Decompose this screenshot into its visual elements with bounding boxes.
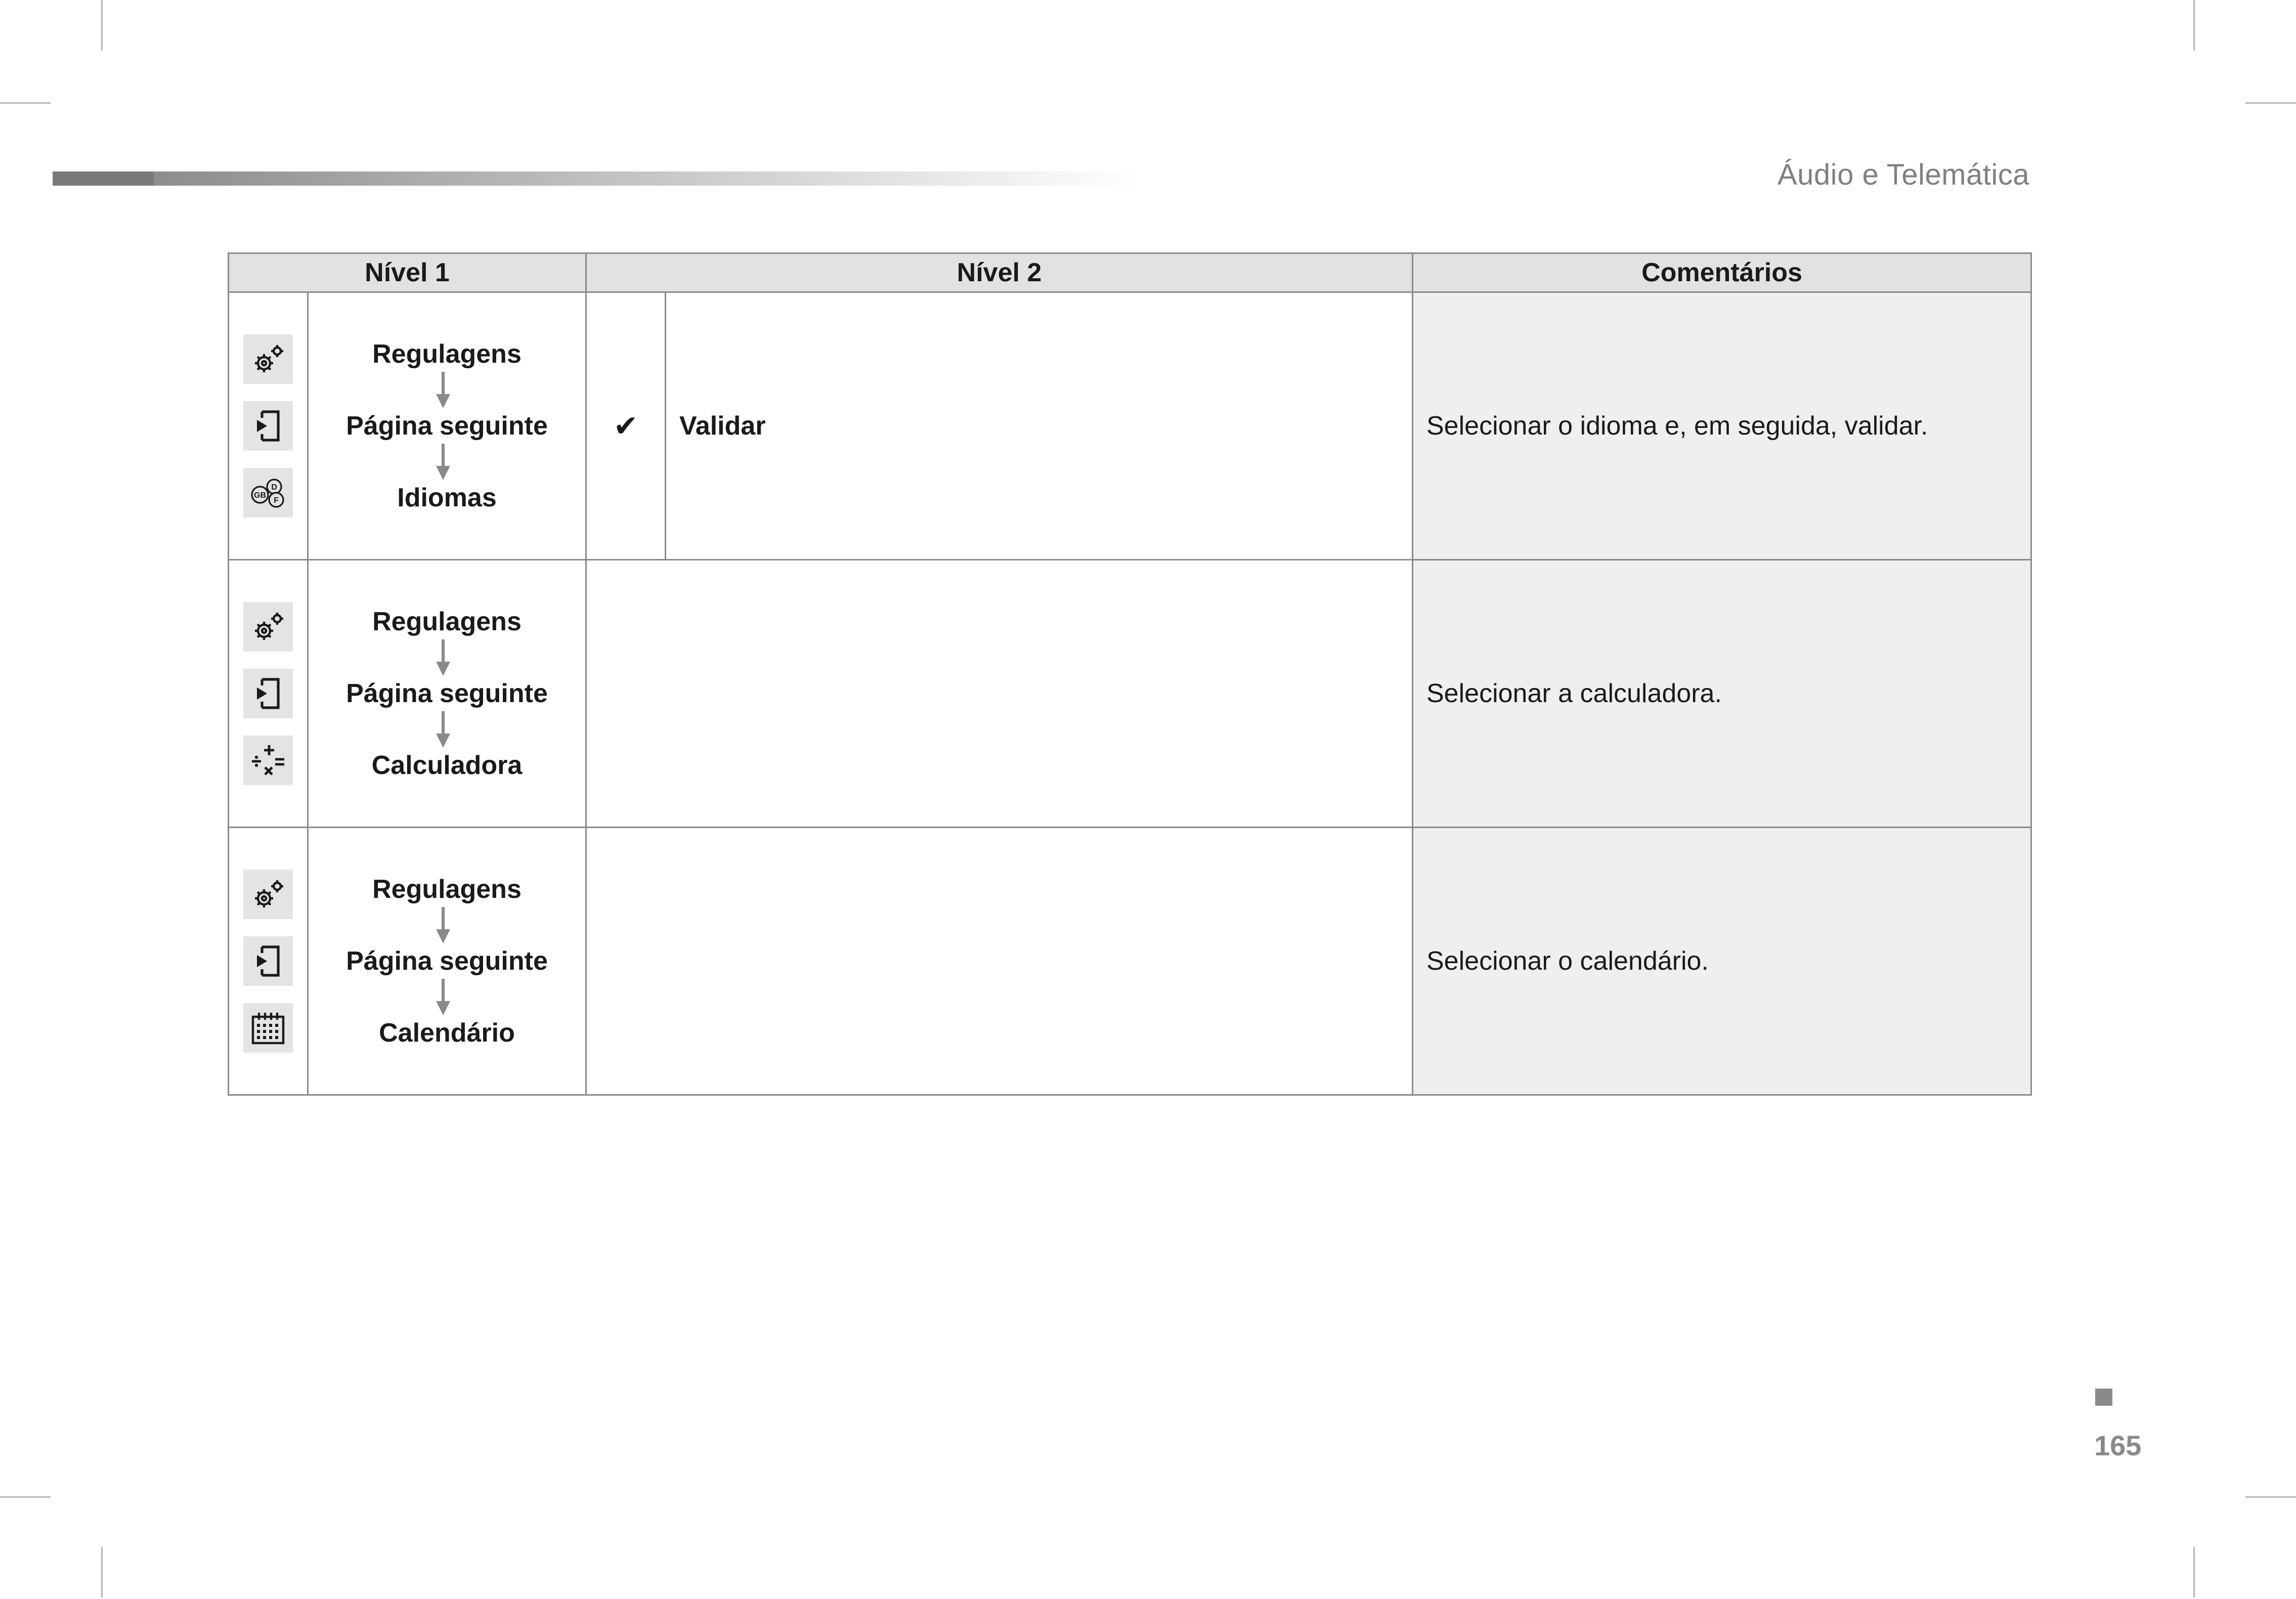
- menu-step: Regulagens: [372, 339, 522, 369]
- calculator-icon: [243, 736, 293, 785]
- table-row: [229, 560, 2031, 828]
- icon-cell: [229, 292, 308, 560]
- calendar-icon: [243, 1003, 293, 1053]
- comment-cell: Selecionar o calendário.: [1413, 828, 2031, 1095]
- crop-mark: [2245, 1496, 2296, 1498]
- language-label: F: [274, 496, 279, 505]
- level1-path: [308, 560, 586, 828]
- level2-option: Validar: [666, 292, 1413, 560]
- arrow-down-icon: [433, 979, 453, 1016]
- menu-step: Calculadora: [371, 751, 523, 780]
- languages-icon: [243, 468, 293, 517]
- table-row: [229, 828, 2031, 1095]
- level2-option: [586, 560, 1413, 828]
- menu-table: [228, 252, 2032, 1096]
- settings-gears-icon: [243, 870, 293, 919]
- arrow-down-icon: [433, 444, 453, 481]
- page-number: 165: [2094, 1430, 2142, 1461]
- crop-mark: [0, 1496, 51, 1498]
- arrow-down-icon: [433, 711, 453, 749]
- next-page-icon: [243, 669, 293, 718]
- column-header: Comentários: [1413, 253, 2031, 292]
- icon-cell: [229, 828, 308, 1095]
- settings-gears-icon: [243, 334, 293, 384]
- crop-mark: [0, 102, 51, 104]
- language-label: GB: [254, 491, 266, 500]
- level2-option: [586, 828, 1413, 1095]
- menu-step: Idiomas: [397, 483, 497, 512]
- level1-path: [308, 828, 586, 1095]
- crop-mark: [101, 0, 103, 51]
- next-page-icon: [243, 936, 293, 986]
- page-marker: [2095, 1389, 2112, 1406]
- column-header: Nível 2: [586, 253, 1413, 292]
- table-header-row: [229, 253, 2031, 292]
- next-page-icon: [243, 401, 293, 451]
- crop-mark: [101, 1547, 103, 1597]
- language-label: D: [271, 483, 277, 492]
- crop-mark: [2193, 0, 2195, 51]
- menu-step: Página seguinte: [346, 411, 548, 441]
- comment-cell: Selecionar a calculadora.: [1413, 560, 2031, 828]
- menu-step: Calendário: [379, 1018, 515, 1048]
- column-header: Nível 1: [229, 253, 586, 292]
- header-gradient-bar: [53, 171, 1140, 186]
- checkmark-icon: ✔: [586, 292, 666, 560]
- arrow-down-icon: [433, 639, 453, 677]
- menu-step: Regulagens: [372, 607, 522, 636]
- comment-cell: Selecionar o idioma e, em seguida, validar.: [1413, 292, 2031, 560]
- crop-mark: [2245, 102, 2296, 104]
- arrow-down-icon: [433, 907, 453, 944]
- menu-step: Página seguinte: [346, 679, 548, 708]
- menu-step: Regulagens: [372, 875, 522, 904]
- settings-gears-icon: [243, 602, 293, 652]
- icon-cell: [229, 560, 308, 828]
- menu-step: Página seguinte: [346, 946, 548, 976]
- crop-mark: [2193, 1547, 2195, 1597]
- table-row: [229, 292, 2031, 560]
- level1-path: [308, 292, 586, 560]
- arrow-down-icon: [433, 372, 453, 409]
- section-title: Áudio e Telemática: [1777, 158, 2029, 191]
